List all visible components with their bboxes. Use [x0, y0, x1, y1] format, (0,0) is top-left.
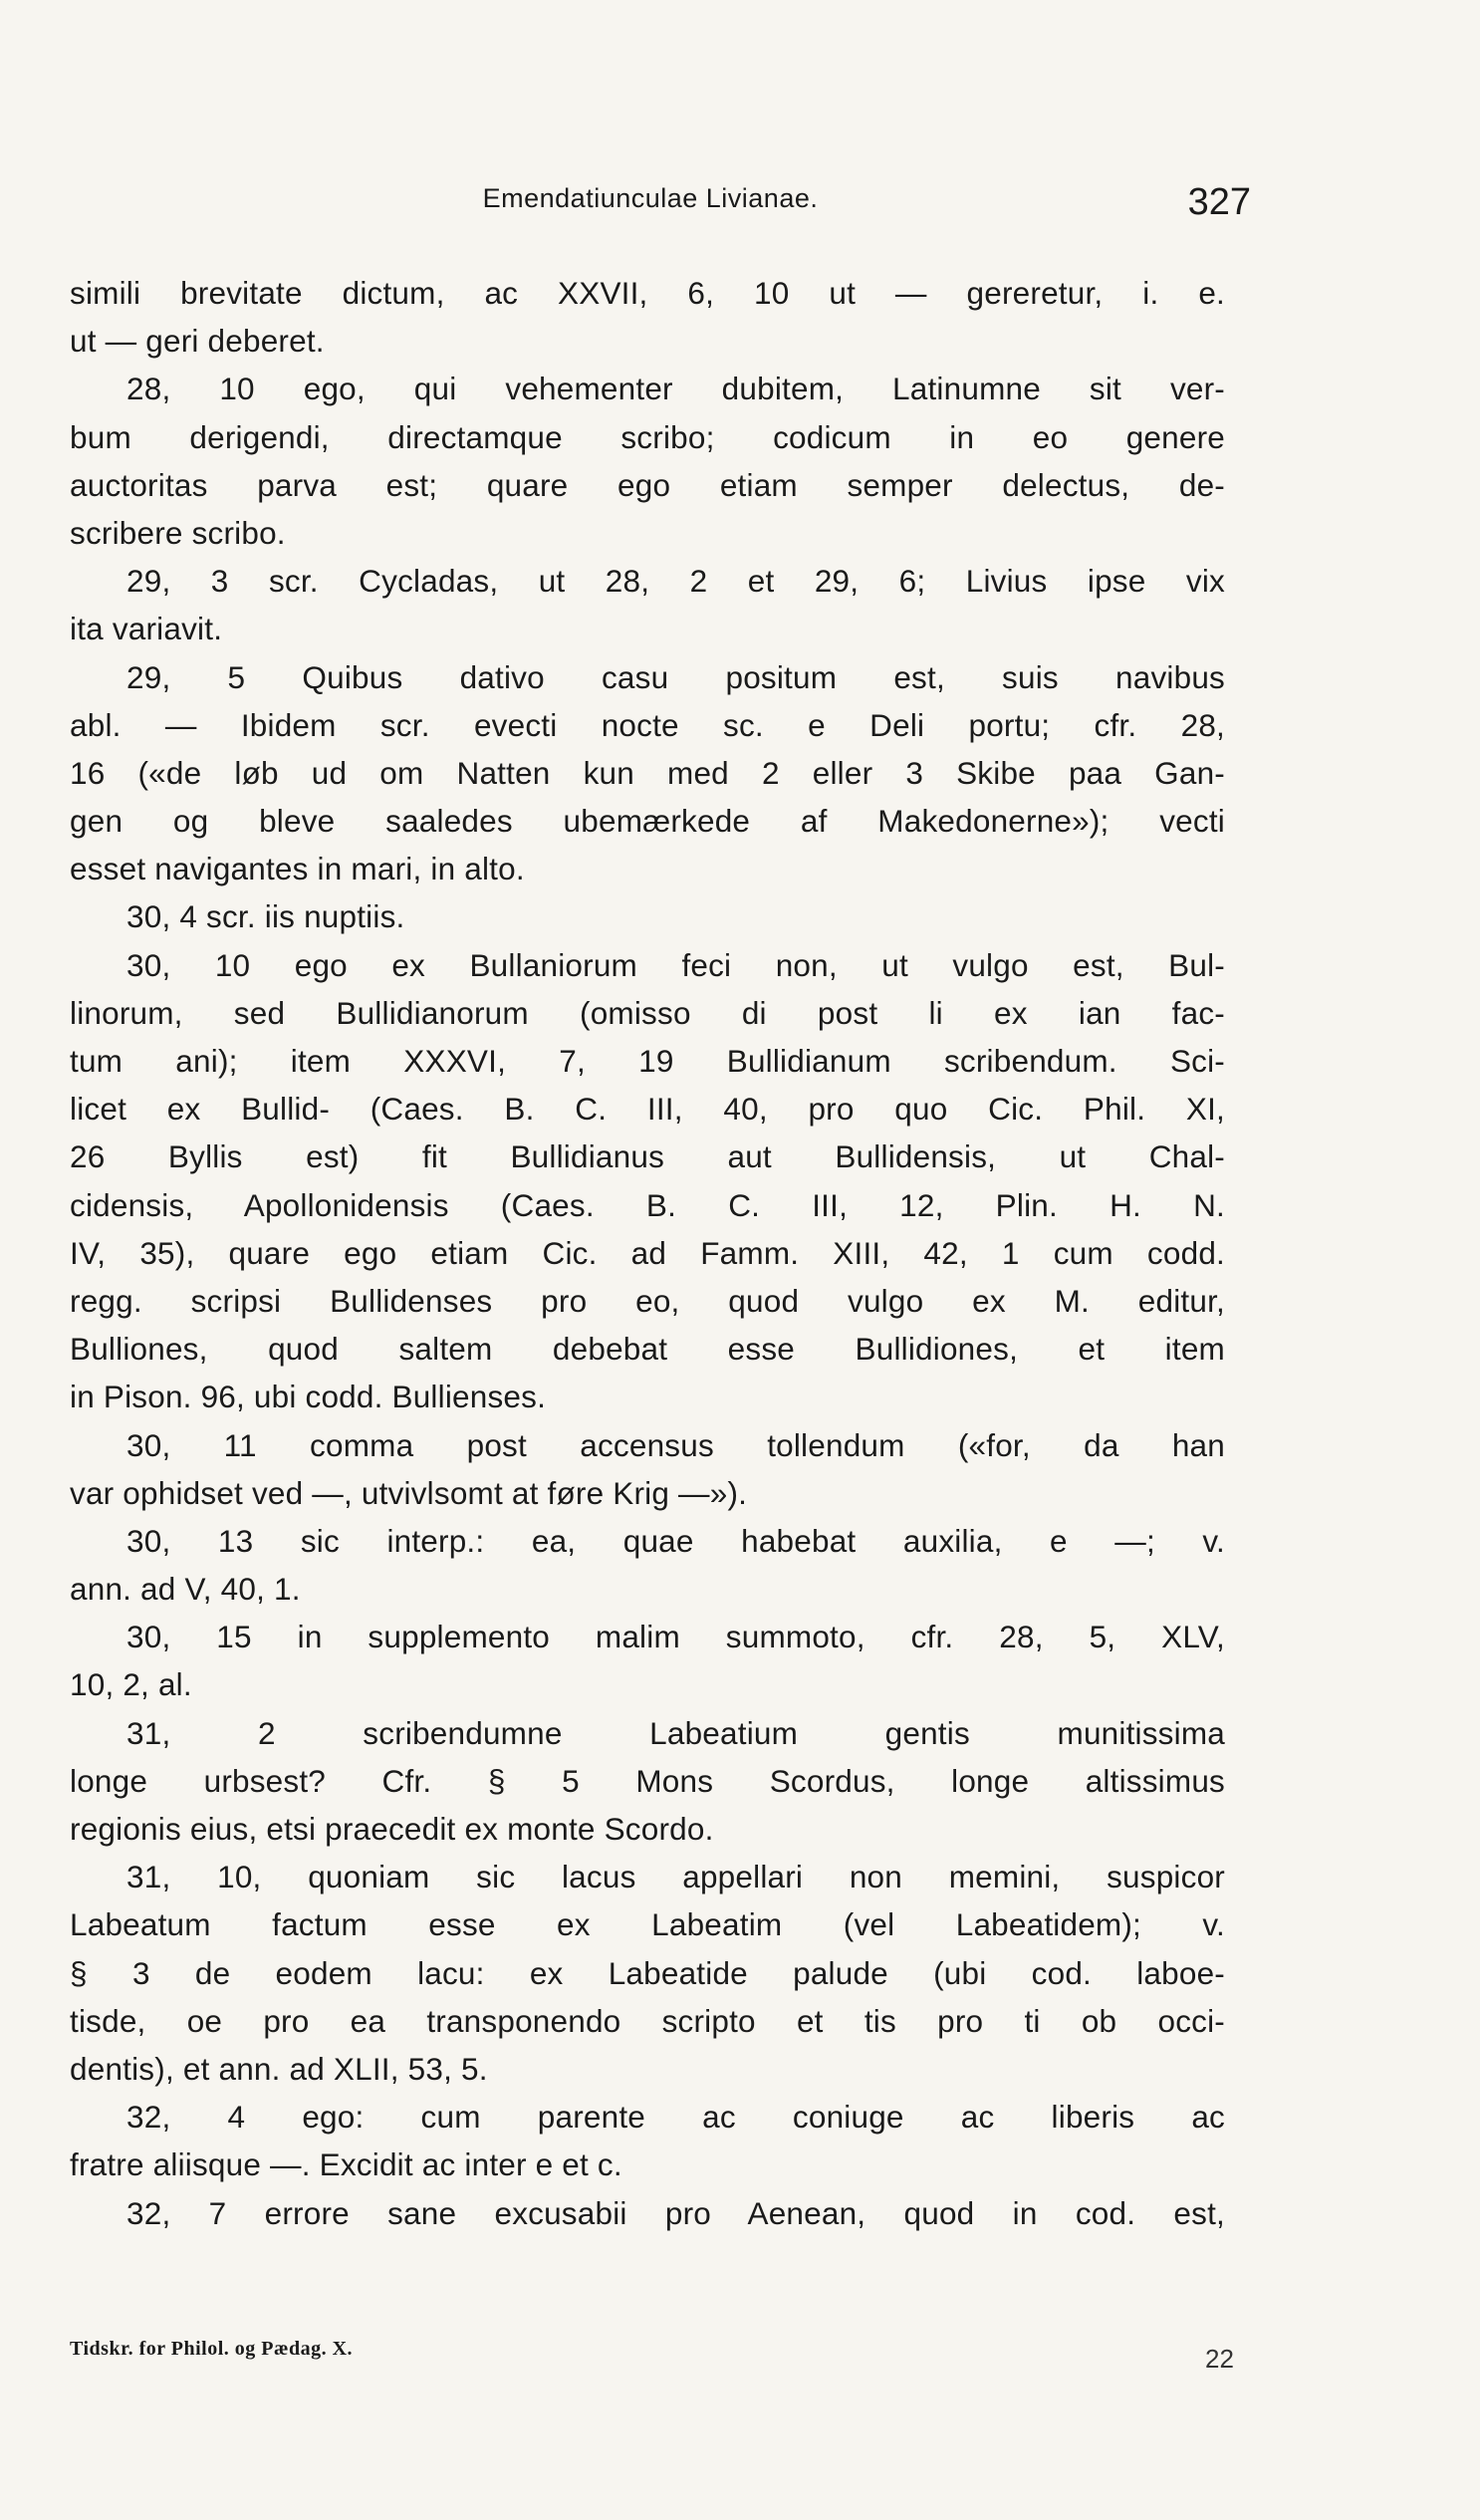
text-line: 26 Byllis est) fit Bullidianus aut Bullidensis, ut Chal- — [70, 1138, 1225, 1175]
text-line: tisde, oe pro ea transponendo scripto et tis pro ti ob occi- — [70, 2002, 1225, 2039]
text-line: 32, 4 ego: cum parente ac coniuge ac liberis ac — [126, 2099, 1225, 2136]
running-title: Emendatiunculae Livianae. — [482, 183, 819, 213]
text-line: gen og bleve saaledes ubemærkede af Makedonerne»); vecti — [70, 803, 1225, 840]
text-line: 16 («de løb ud om Natten kun med 2 eller 3 Skibe paa Gan- — [70, 754, 1225, 791]
text-line: 30, 11 comma post accensus tollendum («for, da han — [126, 1426, 1225, 1463]
text-line: 30, 10 ego ex Bullaniorum feci non, ut vulgo est, Bul- — [126, 946, 1225, 983]
text-line: cidensis, Apollonidensis (Caes. B. C. III, 12, Plin. H. N. — [70, 1186, 1225, 1223]
text-line: var ophidset ved —, utvivlsomt at føre Krig —»). — [70, 1474, 748, 1511]
printer-signature: Tidskr. for Philol. og Pædag. X. — [70, 2338, 354, 2360]
text-line: 10, 2, al. — [70, 1666, 192, 1703]
text-line: linorum, sed Bullidianorum (omisso di post li ex ian fac- — [70, 994, 1225, 1031]
text-line: tum ani); item XXXVI, 7, 19 Bullidianum scribendum. Sci- — [70, 1043, 1225, 1079]
text-line: 30, 4 scr. iis nuptiis. — [126, 898, 405, 935]
text-line: esset navigantes in mari, in alto. — [70, 851, 525, 887]
text-line: § 3 de eodem lacu: ex Labeatide palude (ubi cod. laboe- — [70, 1954, 1225, 1991]
text-line: 31, 2 scribendumne Labeatium gentis munitissima — [126, 1714, 1225, 1751]
gathering-mark: 22 — [1205, 2344, 1234, 2374]
text-line: ann. ad V, 40, 1. — [70, 1571, 301, 1608]
text-line: 29, 3 scr. Cycladas, ut 28, 2 et 29, 6; Livius ipse vix — [126, 563, 1225, 600]
body-text — [70, 269, 1225, 2237]
text-line: 29, 5 Quibus dativo casu positum est, suis navibus — [126, 658, 1225, 695]
text-line: ut — geri deberet. — [70, 323, 325, 360]
text-line: 31, 10, quoniam sic lacus appellari non memini, suspicor — [126, 1859, 1225, 1895]
text-line: regionis eius, etsi praecedit ex monte Scordo. — [70, 1811, 714, 1847]
text-line: fratre aliisque —. Excidit ac inter e et c. — [70, 2146, 622, 2183]
running-header — [70, 177, 1251, 225]
text-line: 32, 7 errore sane excusabii pro Aenean, quod in cod. est, — [126, 2194, 1225, 2231]
text-line: simili brevitate dictum, ac XXVII, 6, 10 ut — gereretur, i. e. — [70, 275, 1225, 311]
text-line: in Pison. 96, ubi codd. Bullienses. — [70, 1379, 547, 1415]
text-line: 30, 13 sic interp.: ea, quae habebat auxilia, e —; v. — [126, 1522, 1225, 1559]
page-number: 327 — [1187, 181, 1251, 223]
text-line: licet ex Bullid- (Caes. B. C. III, 40, pro quo Cic. Phil. XI, — [70, 1091, 1225, 1128]
text-line: dentis), et ann. ad XLII, 53, 5. — [70, 2050, 488, 2087]
text-line: 30, 15 in supplemento malim summoto, cfr. 28, 5, XLV, — [126, 1619, 1225, 1655]
page-footer — [70, 2334, 1234, 2374]
text-line: regg. scripsi Bullidenses pro eo, quod vulgo ex M. editur, — [70, 1282, 1225, 1319]
text-line: longe urbsest? Cfr. § 5 Mons Scordus, longe altissimus — [70, 1762, 1225, 1799]
text-line: abl. — Ibidem scr. evecti nocte sc. e Deli portu; cfr. 28, — [70, 706, 1225, 743]
text-line: IV, 35), quare ego etiam Cic. ad Famm. XIII, 42, 1 cum codd. — [70, 1234, 1225, 1271]
text-line: Labeatum factum esse ex Labeatim (vel Labeatidem); v. — [70, 1906, 1225, 1943]
text-line: scribere scribo. — [70, 514, 286, 551]
text-line: ita variavit. — [70, 611, 223, 647]
text-line: auctoritas parva est; quare ego etiam semper delectus, de- — [70, 466, 1225, 503]
text-line: Bulliones, quod saltem debebat esse Bullidiones, et item — [70, 1331, 1225, 1368]
text-line: 28, 10 ego, qui vehementer dubitem, Latinumne sit ver- — [126, 371, 1225, 407]
text-line: bum derigendi, directamque scribo; codicum in eo genere — [70, 418, 1225, 455]
